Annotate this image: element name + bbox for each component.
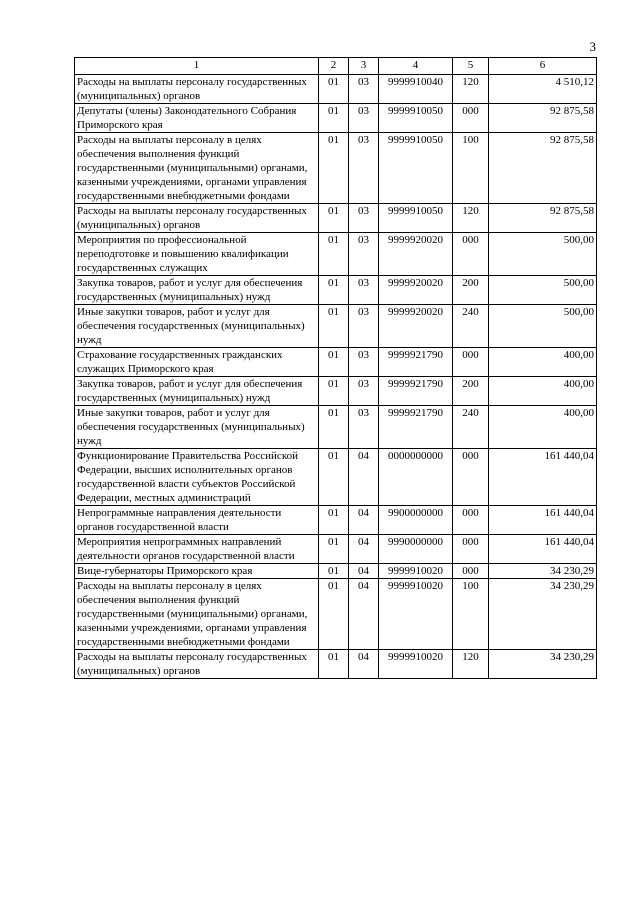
table-body	[75, 75, 597, 679]
row-target-article: 0000000000	[379, 449, 453, 506]
header-cell-6: 6	[489, 58, 597, 75]
row-section: 01	[319, 348, 349, 377]
table-row	[75, 305, 597, 348]
row-subsection: 04	[349, 506, 379, 535]
row-amount: 500,00	[489, 276, 597, 305]
row-subsection: 03	[349, 204, 379, 233]
row-amount: 92 875,58	[489, 133, 597, 204]
row-section: 01	[319, 276, 349, 305]
row-expense-type: 000	[453, 564, 489, 579]
row-name: Иные закупки товаров, работ и услуг для обеспечения государственных (муниципальных) нужд	[75, 406, 319, 449]
row-section: 01	[319, 104, 349, 133]
row-target-article: 9999910020	[379, 579, 453, 650]
row-section: 01	[319, 449, 349, 506]
table-row	[75, 449, 597, 506]
row-section: 01	[319, 133, 349, 204]
row-subsection: 04	[349, 449, 379, 506]
row-target-article: 9999910050	[379, 204, 453, 233]
row-name: Функционирование Правительства Российской Федерации, высших исполнительных органов государственной власти субъектов Российской Федерации, местных администраций	[75, 449, 319, 506]
row-subsection: 03	[349, 104, 379, 133]
row-target-article: 9999921790	[379, 348, 453, 377]
row-target-article: 9990000000	[379, 535, 453, 564]
row-expense-type: 100	[453, 133, 489, 204]
row-subsection: 03	[349, 406, 379, 449]
table-row	[75, 406, 597, 449]
table-row	[75, 104, 597, 133]
row-expense-type: 000	[453, 104, 489, 133]
table-row	[75, 133, 597, 204]
row-name: Непрограммные направления деятельности органов государственной власти	[75, 506, 319, 535]
row-expense-type: 100	[453, 579, 489, 650]
row-amount: 34 230,29	[489, 564, 597, 579]
row-amount: 161 440,04	[489, 506, 597, 535]
header-cell-1: 1	[75, 58, 319, 75]
row-name: Вице-губернаторы Приморского края	[75, 564, 319, 579]
row-subsection: 04	[349, 535, 379, 564]
row-section: 01	[319, 305, 349, 348]
header-cell-2: 2	[319, 58, 349, 75]
header-row	[75, 58, 597, 75]
row-amount: 400,00	[489, 348, 597, 377]
row-expense-type: 120	[453, 75, 489, 104]
row-target-article: 9999920020	[379, 276, 453, 305]
row-target-article: 9900000000	[379, 506, 453, 535]
row-name: Страхование государственных гражданских служащих Приморского края	[75, 348, 319, 377]
row-amount: 500,00	[489, 233, 597, 276]
table-header	[75, 58, 597, 75]
row-amount: 34 230,29	[489, 650, 597, 679]
row-section: 01	[319, 75, 349, 104]
row-name: Расходы на выплаты персоналу государственных (муниципальных) органов	[75, 650, 319, 679]
row-expense-type: 000	[453, 348, 489, 377]
row-name: Расходы на выплаты персоналу в целях обеспечения выполнения функций государственными (муниципальными) органами, казенными учреждениями, органами управления государственными внебюджетными фондами	[75, 579, 319, 650]
row-target-article: 9999920020	[379, 305, 453, 348]
row-amount: 4 510,12	[489, 75, 597, 104]
row-subsection: 03	[349, 377, 379, 406]
row-subsection: 03	[349, 133, 379, 204]
row-target-article: 9999921790	[379, 406, 453, 449]
table-row	[75, 204, 597, 233]
row-expense-type: 000	[453, 506, 489, 535]
table-row	[75, 377, 597, 406]
row-name: Закупка товаров, работ и услуг для обеспечения государственных (муниципальных) нужд	[75, 377, 319, 406]
row-name: Закупка товаров, работ и услуг для обеспечения государственных (муниципальных) нужд	[75, 276, 319, 305]
row-section: 01	[319, 204, 349, 233]
row-subsection: 04	[349, 650, 379, 679]
row-section: 01	[319, 650, 349, 679]
row-amount: 400,00	[489, 406, 597, 449]
row-amount: 92 875,58	[489, 104, 597, 133]
row-name: Иные закупки товаров, работ и услуг для обеспечения государственных (муниципальных) нужд	[75, 305, 319, 348]
row-section: 01	[319, 377, 349, 406]
row-expense-type: 000	[453, 233, 489, 276]
row-target-article: 9999910020	[379, 650, 453, 679]
table-row	[75, 506, 597, 535]
row-name: Расходы на выплаты персоналу в целях обеспечения выполнения функций государственными (муниципальными) органами, казенными учреждениями, органами управления государственными внебюджетными фондами	[75, 133, 319, 204]
row-subsection: 03	[349, 233, 379, 276]
page-number: 3	[589, 39, 596, 54]
row-target-article: 9999921790	[379, 377, 453, 406]
row-expense-type: 240	[453, 305, 489, 348]
row-amount: 500,00	[489, 305, 597, 348]
row-expense-type: 200	[453, 377, 489, 406]
header-cell-4: 4	[379, 58, 453, 75]
row-section: 01	[319, 535, 349, 564]
table-row	[75, 650, 597, 679]
row-section: 01	[319, 233, 349, 276]
row-subsection: 04	[349, 579, 379, 650]
row-subsection: 03	[349, 305, 379, 348]
table-row	[75, 233, 597, 276]
row-expense-type: 120	[453, 650, 489, 679]
row-target-article: 9999910050	[379, 104, 453, 133]
row-amount: 92 875,58	[489, 204, 597, 233]
row-name: Депутаты (члены) Законодательного Собрания Приморского края	[75, 104, 319, 133]
row-target-article: 9999910050	[379, 133, 453, 204]
row-amount: 400,00	[489, 377, 597, 406]
row-expense-type: 000	[453, 449, 489, 506]
row-subsection: 03	[349, 276, 379, 305]
row-amount: 34 230,29	[489, 579, 597, 650]
row-target-article: 9999910020	[379, 564, 453, 579]
row-target-article: 9999910040	[379, 75, 453, 104]
row-expense-type: 200	[453, 276, 489, 305]
row-section: 01	[319, 506, 349, 535]
row-section: 01	[319, 406, 349, 449]
table-row	[75, 579, 597, 650]
row-name: Расходы на выплаты персоналу государственных (муниципальных) органов	[75, 204, 319, 233]
row-subsection: 03	[349, 348, 379, 377]
row-amount: 161 440,04	[489, 449, 597, 506]
table-row	[75, 75, 597, 104]
table-row	[75, 348, 597, 377]
row-target-article: 9999920020	[379, 233, 453, 276]
header-cell-5: 5	[453, 58, 489, 75]
row-name: Мероприятия непрограммных направлений деятельности органов государственной власти	[75, 535, 319, 564]
row-subsection: 04	[349, 564, 379, 579]
header-cell-3: 3	[349, 58, 379, 75]
row-name: Расходы на выплаты персоналу государственных (муниципальных) органов	[75, 75, 319, 104]
row-expense-type: 000	[453, 535, 489, 564]
row-section: 01	[319, 564, 349, 579]
row-expense-type: 240	[453, 406, 489, 449]
row-subsection: 03	[349, 75, 379, 104]
row-amount: 161 440,04	[489, 535, 597, 564]
table-row	[75, 564, 597, 579]
row-expense-type: 120	[453, 204, 489, 233]
budget-table	[74, 57, 597, 679]
row-section: 01	[319, 579, 349, 650]
row-name: Мероприятия по профессиональной переподготовке и повышению квалификации государственных служащих	[75, 233, 319, 276]
table-row	[75, 535, 597, 564]
table-row	[75, 276, 597, 305]
